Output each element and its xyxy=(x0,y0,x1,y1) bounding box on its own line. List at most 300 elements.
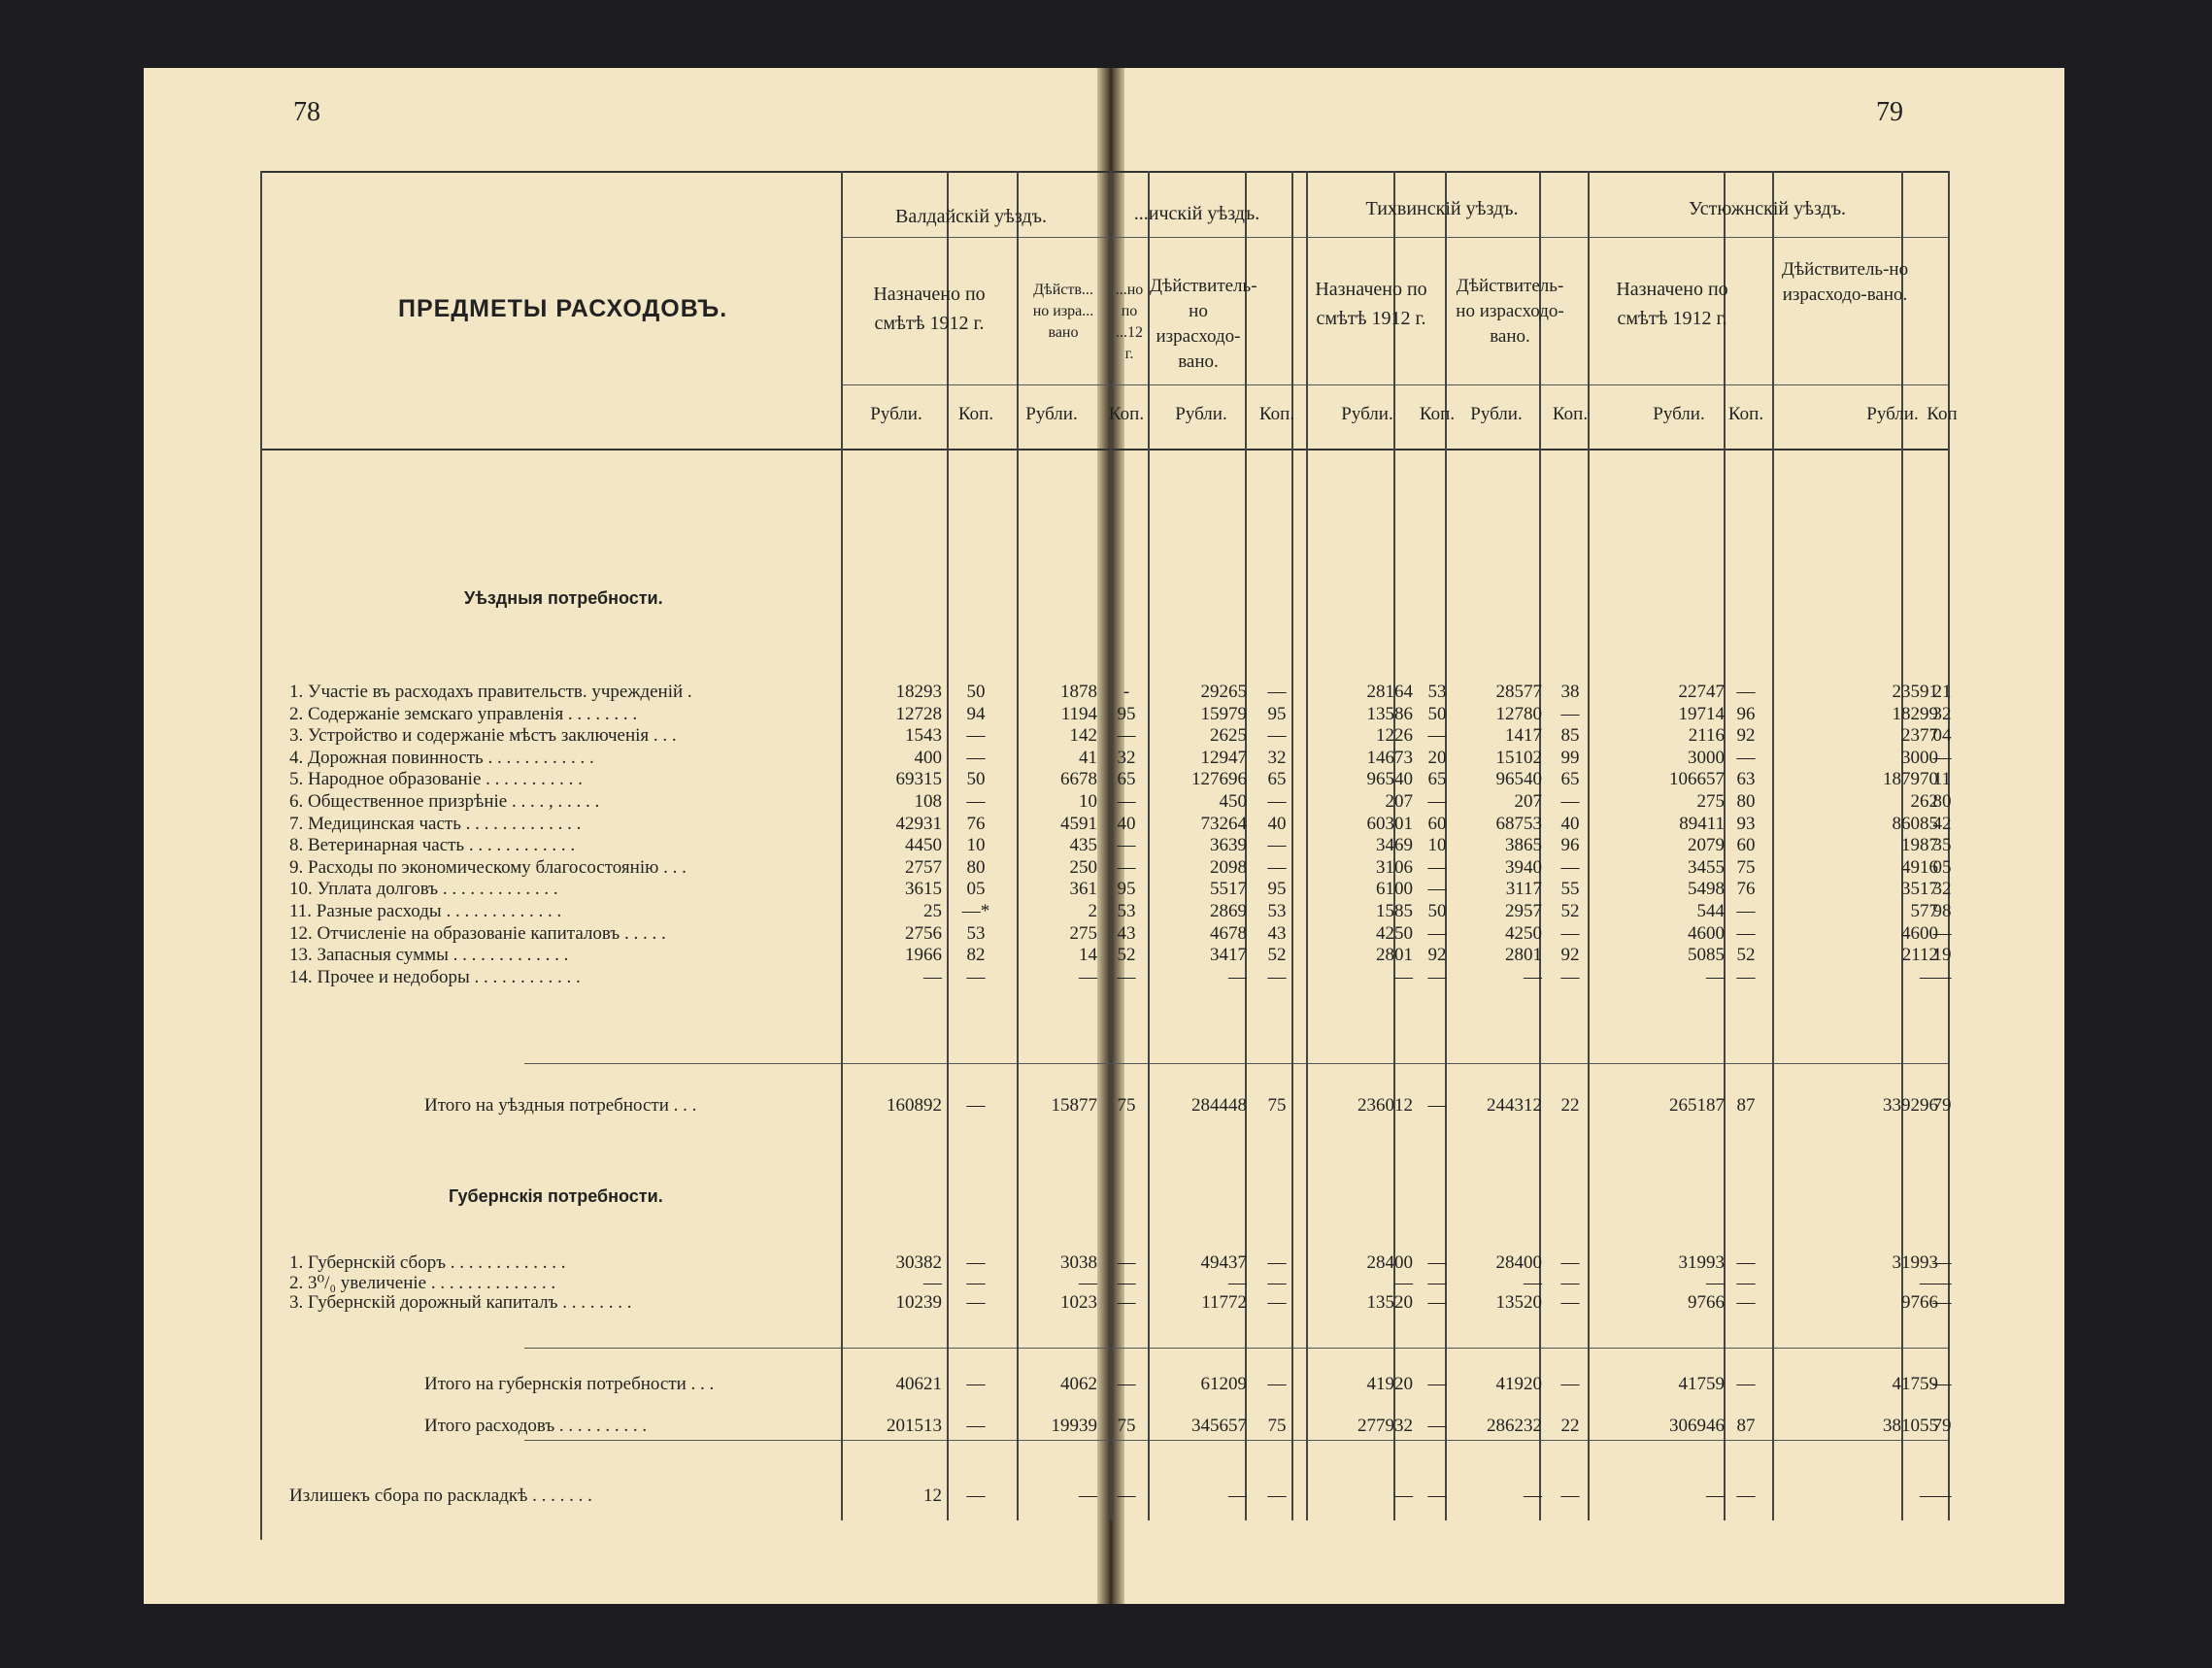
cell-kop: 40 xyxy=(1560,813,1580,834)
cell-kop: 95 xyxy=(1267,703,1287,724)
cell-kop: 40 xyxy=(1267,813,1287,834)
cell-kop: 95 xyxy=(1117,879,1136,900)
cell-rubli: 12947 xyxy=(1200,747,1247,768)
cell-kop: 04 xyxy=(1932,725,1952,747)
cell-kop: — xyxy=(1736,966,1756,987)
cell-kop: 10 xyxy=(966,835,986,856)
cell-kop: 43 xyxy=(1267,922,1287,944)
cell-kop: — xyxy=(1117,791,1136,812)
cell-rubli: 275 xyxy=(1696,791,1725,812)
row-label: 14. Прочее и недоборы . . . . . . . . . . . . xyxy=(289,966,581,987)
cell-rubli: 1966 xyxy=(905,945,942,966)
cell-rubli: — xyxy=(1920,1272,1938,1293)
cell-rubli: 4600 xyxy=(1688,922,1725,944)
row-label: 3. Губернскій дорожный капиталъ . . . . . . . . xyxy=(289,1292,632,1313)
cell-kop: 95 xyxy=(1117,703,1136,724)
rule-total-bottom xyxy=(524,1440,1948,1441)
rubli-header: Рубли. xyxy=(1866,404,1919,424)
cell-rubli: 339296 xyxy=(1883,1095,1938,1116)
cell-kop: — xyxy=(1427,1292,1447,1313)
kop-header: Коп. xyxy=(957,404,994,424)
cell-rubli: 4062 xyxy=(1060,1374,1097,1394)
cell-kop: — xyxy=(1427,922,1447,944)
cell-kop: — xyxy=(1267,856,1287,878)
cell-rubli: 3000 xyxy=(1901,747,1938,768)
cell-kop: — xyxy=(1560,703,1580,724)
cell-rubli: 10239 xyxy=(895,1292,942,1313)
cell-rubli: 201513 xyxy=(887,1416,942,1436)
cell-kop: 76 xyxy=(1736,879,1756,900)
cell-rubli: — xyxy=(1079,1272,1097,1293)
cell-rubli: — xyxy=(923,1272,942,1293)
cell-kop: — xyxy=(966,1272,986,1293)
cell-rubli: 1878 xyxy=(1060,682,1097,702)
cell-kop: 96 xyxy=(1560,835,1580,856)
row-label: 2. Содержаніе земскаго управленія . . . . . . . . xyxy=(289,703,638,724)
cell-kop: — xyxy=(966,725,986,747)
cell-rubli: 262 xyxy=(1910,791,1938,812)
cell-kop: 19 xyxy=(1932,945,1952,966)
row-label: 12. Отчисленіе на образованіе капиталовъ . . . . . xyxy=(289,922,666,944)
cell-kop: — xyxy=(966,966,986,987)
cell-kop: 82 xyxy=(966,945,986,966)
kop-header: Коп xyxy=(1927,404,1958,424)
rubli-header: Рубли. xyxy=(870,404,922,424)
cell-rubli: 2116 xyxy=(1688,725,1725,747)
cell-rubli: 42931 xyxy=(895,813,942,834)
cell-kop: 63 xyxy=(1736,769,1756,790)
cell-kop: 42 xyxy=(1932,813,1952,834)
col-header-deistv-2: Дѣйствитель-но израсходо-вано. xyxy=(1150,276,1257,372)
cell-kop: — xyxy=(1427,1272,1447,1293)
cell-rubli: 30382 xyxy=(895,1252,942,1273)
cell-rubli: 2079 xyxy=(1688,835,1725,856)
cell-kop: 93 xyxy=(1736,813,1756,834)
cell-rubli: — xyxy=(1228,966,1247,987)
cell-rubli: 3639 xyxy=(1210,835,1247,856)
cell-rubli: 435 xyxy=(1069,835,1097,856)
cell-kop: 05 xyxy=(1932,856,1952,878)
cell-rubli: 4591 xyxy=(1060,813,1097,834)
cell-kop: — xyxy=(1736,1292,1756,1313)
cell-rubli: 2 xyxy=(1088,901,1097,921)
cell-rubli: 277932 xyxy=(1357,1416,1413,1436)
cell-rubli: 69315 xyxy=(895,769,942,790)
cell-kop: — xyxy=(966,1292,986,1313)
cell-kop: — xyxy=(1427,966,1447,987)
cell-kop: — xyxy=(1736,1374,1756,1394)
cell-rubli: — xyxy=(1706,966,1725,987)
total-label: Излишекъ сбора по раскладкѣ . . . . . . . xyxy=(289,1485,592,1506)
cell-kop: — xyxy=(1267,1252,1287,1273)
cell-rubli: 4450 xyxy=(905,835,942,856)
cell-kop: - xyxy=(1123,682,1130,702)
cell-kop: — xyxy=(1736,1252,1756,1273)
cell-kop: 65 xyxy=(1427,769,1447,790)
cell-rubli: — xyxy=(1920,1485,1938,1506)
cell-kop: 75 xyxy=(1267,1416,1287,1436)
cell-rubli: 2801 xyxy=(1505,945,1542,966)
cell-rubli: 68753 xyxy=(1495,813,1542,834)
cell-kop: 21 xyxy=(1932,682,1952,702)
cell-rubli: 1543 xyxy=(905,725,942,747)
cell-rubli: 28577 xyxy=(1495,682,1542,702)
cell-rubli: 1987 xyxy=(1901,835,1938,856)
cell-kop: — xyxy=(1736,922,1756,944)
cell-rubli: 2869 xyxy=(1210,901,1247,921)
cell-kop: 32 xyxy=(1932,879,1952,900)
cell-kop: — xyxy=(1267,1292,1287,1313)
cell-kop: — xyxy=(1932,1272,1952,1293)
cell-kop: 32 xyxy=(1117,747,1136,768)
uezd-header-partial: ...ичскій уѣздъ. xyxy=(1133,203,1260,224)
cell-rubli: 381055 xyxy=(1883,1416,1938,1436)
cell-rubli: 4916 xyxy=(1901,856,1938,878)
cell-rubli: 2377 xyxy=(1901,725,1938,747)
row-label: 5. Народное образованіе . . . . . . . . . . . xyxy=(289,769,583,790)
cell-rubli: 345657 xyxy=(1191,1416,1247,1436)
cell-rubli: 3117 xyxy=(1505,879,1542,900)
cell-kop: 53 xyxy=(1427,682,1447,702)
cell-rubli: 89411 xyxy=(1679,813,1725,834)
cell-rubli: 400 xyxy=(914,747,942,768)
cell-rubli: 207 xyxy=(1385,791,1413,812)
cell-rubli: 2112 xyxy=(1901,945,1938,966)
cell-rubli: 86085 xyxy=(1892,813,1938,834)
cell-kop: — xyxy=(1427,856,1447,878)
cell-kop: — xyxy=(1932,1292,1952,1313)
cell-kop: 55 xyxy=(1560,879,1580,900)
cell-kop: — xyxy=(1117,1252,1136,1273)
page-title: ПРЕДМЕТЫ РАСХОДОВЪ. xyxy=(398,295,728,322)
cell-rubli: 28164 xyxy=(1366,682,1413,702)
cell-kop: — xyxy=(1736,1272,1756,1293)
cell-rubli: 49437 xyxy=(1200,1252,1247,1273)
cell-kop: — xyxy=(1427,1252,1447,1273)
cell-rubli: 14 xyxy=(1079,945,1097,966)
kop-header: Коп. xyxy=(1258,404,1295,424)
cell-rubli: 41920 xyxy=(1366,1374,1413,1394)
cell-rubli: — xyxy=(1394,966,1413,987)
cell-rubli: 3940 xyxy=(1505,856,1542,878)
cell-kop: — xyxy=(966,1485,986,1506)
cell-kop: — xyxy=(966,1252,986,1273)
cell-rubli: 3000 xyxy=(1688,747,1725,768)
cell-rubli: 61209 xyxy=(1200,1374,1247,1394)
cell-kop: — xyxy=(1117,1374,1136,1394)
cell-kop: 80 xyxy=(1736,791,1756,812)
cell-kop: —* xyxy=(961,901,990,921)
cell-kop: 65 xyxy=(1560,769,1580,790)
cell-rubli: 40621 xyxy=(895,1374,942,1394)
cell-rubli: 18293 xyxy=(895,682,942,702)
cell-rubli: 41759 xyxy=(1678,1374,1725,1394)
cell-kop: 87 xyxy=(1736,1416,1756,1436)
cell-kop: 65 xyxy=(1117,769,1136,790)
cell-rubli: — xyxy=(1706,1485,1725,1506)
cell-rubli: 284448 xyxy=(1191,1095,1247,1116)
rubli-header: Рубли. xyxy=(1470,404,1523,424)
cell-kop: 65 xyxy=(1267,769,1287,790)
cell-rubli: 265187 xyxy=(1669,1095,1725,1116)
rubli-header: Рубли. xyxy=(1175,404,1227,424)
col-header-naznacheno-4: Назначено по смѣтѣ 1912 г. xyxy=(1616,279,1728,329)
cell-rubli: 18299 xyxy=(1892,703,1938,724)
cell-rubli: 41 xyxy=(1079,747,1097,768)
cell-rubli: 187970 xyxy=(1883,769,1938,790)
cell-kop: 92 xyxy=(1427,945,1447,966)
cell-rubli: 15979 xyxy=(1200,703,1247,724)
cell-kop: — xyxy=(1932,1252,1952,1273)
header-bottom-rule xyxy=(260,449,1948,450)
cell-rubli: 25 xyxy=(923,901,942,921)
table-top-rule xyxy=(260,171,1948,173)
row-label: 4. Дорожная повинность . . . . . . . . . . . . xyxy=(289,747,594,768)
cell-kop: — xyxy=(1267,791,1287,812)
cell-rubli: 250 xyxy=(1069,856,1097,878)
cell-kop: — xyxy=(1267,682,1287,702)
cell-rubli: 28400 xyxy=(1495,1252,1542,1273)
cell-kop: — xyxy=(1932,1485,1952,1506)
cell-kop: — xyxy=(1117,1292,1136,1313)
cell-rubli: — xyxy=(1524,966,1542,987)
cell-kop: — xyxy=(1427,791,1447,812)
cell-kop: 52 xyxy=(1560,901,1580,921)
cell-kop: 50 xyxy=(966,682,986,702)
cell-kop: 75 xyxy=(1117,1416,1136,1436)
row-label: 10. Уплата долговъ . . . . . . . . . . . . . xyxy=(289,879,558,900)
cell-rubli: 142 xyxy=(1069,725,1097,747)
cell-rubli: 22747 xyxy=(1678,682,1725,702)
cell-rubli: 29265 xyxy=(1200,682,1247,702)
cell-kop: — xyxy=(1427,1374,1447,1394)
cell-rubli: 3517 xyxy=(1901,879,1938,900)
cell-kop: 98 xyxy=(1932,901,1952,921)
cell-kop: — xyxy=(1117,856,1136,878)
cell-kop: — xyxy=(1560,1292,1580,1313)
cell-rubli: 2757 xyxy=(905,856,942,878)
cell-rubli: — xyxy=(1920,966,1938,987)
cell-kop: 92 xyxy=(1560,945,1580,966)
cell-kop: — xyxy=(1932,1374,1952,1394)
cell-kop: 87 xyxy=(1736,1095,1756,1116)
cell-rubli: 1585 xyxy=(1376,901,1413,921)
cell-rubli: 28400 xyxy=(1366,1252,1413,1273)
cell-rubli: 19939 xyxy=(1051,1416,1097,1436)
kop-header: Коп. xyxy=(1552,404,1589,424)
section-gub: Губернскія потребности. xyxy=(449,1186,663,1206)
cell-kop: 50 xyxy=(1427,901,1447,921)
cell-rubli: — xyxy=(1394,1485,1413,1506)
cell-rubli: 2625 xyxy=(1210,725,1247,747)
cell-kop: — xyxy=(1117,1485,1136,1506)
kop-header: Коп. xyxy=(1108,404,1145,424)
cell-kop: — xyxy=(1267,966,1287,987)
cell-kop: 52 xyxy=(1736,945,1756,966)
cell-kop: 96 xyxy=(1736,703,1756,724)
cell-rubli: 60301 xyxy=(1366,813,1413,834)
cell-kop: — xyxy=(966,747,986,768)
cell-rubli: 5517 xyxy=(1210,879,1247,900)
row-label: 1. Участіе въ расходахъ правительств. учрежденій . xyxy=(289,682,692,702)
cell-kop: 35 xyxy=(1932,835,1952,856)
cell-kop: — xyxy=(966,1374,986,1394)
cell-kop: 11 xyxy=(1932,769,1952,790)
cell-kop: — xyxy=(1560,791,1580,812)
cell-kop: 43 xyxy=(1117,922,1136,944)
cell-rubli: 6678 xyxy=(1060,769,1097,790)
col-header-deistv-4: Дѣйствитель-но израсходо-вано. xyxy=(1781,259,1909,305)
cell-rubli: 3038 xyxy=(1060,1252,1097,1273)
cell-rubli: 13586 xyxy=(1366,703,1413,724)
col-header-naznacheno-3: Назначено по смѣтѣ 1912 г. xyxy=(1315,279,1427,329)
cell-rubli: 41759 xyxy=(1892,1374,1938,1394)
rule-before-itogo-gub xyxy=(524,1348,1948,1349)
cell-rubli: — xyxy=(1706,1272,1725,1293)
cell-rubli: 106657 xyxy=(1669,769,1725,790)
cell-kop: — xyxy=(1560,1374,1580,1394)
cell-kop: — xyxy=(966,1095,986,1116)
cell-kop: — xyxy=(966,791,986,812)
cell-kop: 22 xyxy=(1560,1416,1580,1436)
cell-rubli: 3106 xyxy=(1376,856,1413,878)
cell-rubli: 4600 xyxy=(1901,922,1938,944)
cell-rubli: 286232 xyxy=(1487,1416,1542,1436)
cell-kop: — xyxy=(1427,725,1447,747)
cell-kop: 38 xyxy=(1560,682,1580,702)
cell-kop: 53 xyxy=(1117,901,1136,921)
row-label: 9. Расходы по экономическому благосостоянію . . . xyxy=(289,856,687,878)
cell-kop: 32 xyxy=(1932,703,1952,724)
cell-kop: — xyxy=(1117,966,1136,987)
cell-kop: — xyxy=(1267,1485,1287,1506)
total-label: Итого на губернскія потребности . . . xyxy=(424,1374,715,1394)
cell-kop: 53 xyxy=(966,922,986,944)
cell-rubli: 96540 xyxy=(1366,769,1413,790)
cell-kop: — xyxy=(1427,1485,1447,1506)
cell-kop: — xyxy=(1932,747,1952,768)
cell-rubli: 1023 xyxy=(1060,1292,1097,1313)
cell-rubli: 15102 xyxy=(1495,747,1542,768)
cell-rubli: 12728 xyxy=(895,703,942,724)
cell-rubli: 3615 xyxy=(905,879,942,900)
cell-rubli: 11772 xyxy=(1201,1292,1247,1313)
cell-rubli: — xyxy=(1079,1485,1097,1506)
cell-kop: — xyxy=(1117,1272,1136,1293)
cell-kop: 99 xyxy=(1560,747,1580,768)
cell-rubli: 2098 xyxy=(1210,856,1247,878)
cell-kop: — xyxy=(1267,1374,1287,1394)
cell-rubli: 13520 xyxy=(1495,1292,1542,1313)
cell-rubli: 31993 xyxy=(1892,1252,1938,1273)
cell-kop: — xyxy=(1736,747,1756,768)
cell-rubli: 15877 xyxy=(1051,1095,1097,1116)
cell-rubli: 12 xyxy=(923,1485,942,1506)
cell-kop: — xyxy=(1560,1485,1580,1506)
cell-kop: 79 xyxy=(1932,1095,1952,1116)
cell-rubli: 4678 xyxy=(1210,922,1247,944)
cell-rubli: 361 xyxy=(1069,879,1097,900)
cell-rubli: — xyxy=(923,966,942,987)
cell-kop: — xyxy=(1117,835,1136,856)
cell-rubli: — xyxy=(1524,1485,1542,1506)
cell-kop: — xyxy=(1427,1416,1447,1436)
cell-rubli: — xyxy=(1079,966,1097,987)
cell-kop: 22 xyxy=(1560,1095,1580,1116)
total-label: Итого расходовъ . . . . . . . . . . xyxy=(424,1416,648,1436)
cell-kop: 10 xyxy=(1427,835,1447,856)
cell-kop: — xyxy=(1427,1095,1447,1116)
row-label: 13. Запасныя суммы . . . . . . . . . . . . . xyxy=(289,945,569,966)
cell-rubli: 236012 xyxy=(1357,1095,1413,1116)
row-label: 2. 3⁰/₀ увеличеніе . . . . . . . . . . . . . . xyxy=(289,1272,556,1293)
cell-kop: 32 xyxy=(1267,747,1287,768)
cell-rubli: 4250 xyxy=(1376,922,1413,944)
cell-rubli: 108 xyxy=(914,791,942,812)
cell-kop: — xyxy=(1932,922,1952,944)
cell-kop: — xyxy=(1560,1252,1580,1273)
cell-rubli: 19714 xyxy=(1678,703,1725,724)
cell-kop: 52 xyxy=(1117,945,1136,966)
cell-kop: — xyxy=(1560,856,1580,878)
cell-rubli: 2756 xyxy=(905,922,942,944)
cell-rubli: 577 xyxy=(1910,901,1938,921)
cell-kop: 85 xyxy=(1560,725,1580,747)
column-rule xyxy=(260,171,262,1540)
page-number-left: 78 xyxy=(293,97,320,127)
cell-kop: 20 xyxy=(1427,747,1447,768)
total-label: Итого на уѣздныя потребности . . . xyxy=(424,1095,697,1116)
rubli-header: Рубли. xyxy=(1341,404,1393,424)
uezd-header-ustyuzhna: Устюжнскій уѣздъ. xyxy=(1688,198,1847,219)
cell-kop: 76 xyxy=(966,813,986,834)
cell-kop: 05 xyxy=(966,879,986,900)
column-rule xyxy=(947,171,949,1520)
cell-kop: 92 xyxy=(1736,725,1756,747)
cell-kop: 95 xyxy=(1267,879,1287,900)
column-rule xyxy=(1772,171,1774,1520)
cell-rubli: — xyxy=(1524,1272,1542,1293)
kop-header: Коп. xyxy=(1727,404,1764,424)
cell-kop: 75 xyxy=(1267,1095,1287,1116)
cell-kop: — xyxy=(1427,879,1447,900)
cell-kop: 75 xyxy=(1736,856,1756,878)
cell-kop: — xyxy=(1560,922,1580,944)
cell-rubli: 127696 xyxy=(1191,769,1247,790)
rubli-header: Рубли. xyxy=(1653,404,1705,424)
col-header-deistv-1: Дѣйств... но изра... вано xyxy=(1032,282,1094,341)
cell-kop: 40 xyxy=(1117,813,1136,834)
section-uezd: Уѣздныя потребности. xyxy=(464,588,663,608)
cell-rubli: 3417 xyxy=(1210,945,1247,966)
col-header-deistv-3: Дѣйствитель-но израсходо-вано. xyxy=(1456,276,1564,347)
cell-rubli: 9766 xyxy=(1901,1292,1938,1313)
cell-rubli: 450 xyxy=(1219,791,1247,812)
cell-kop: — xyxy=(1560,966,1580,987)
cell-rubli: 3469 xyxy=(1376,835,1413,856)
cell-rubli: 160892 xyxy=(887,1095,942,1116)
cell-rubli: 3455 xyxy=(1688,856,1725,878)
row-label: 6. Общественное призрѣніе . . . . , . . . . . xyxy=(289,791,600,812)
col-header-naznacheno-1: Назначено по смѣтѣ 1912 г. xyxy=(873,284,986,334)
cell-rubli: 13520 xyxy=(1366,1292,1413,1313)
cell-rubli: 2957 xyxy=(1505,901,1542,921)
cell-kop: — xyxy=(1932,966,1952,987)
cell-rubli: 23591 xyxy=(1892,682,1938,702)
cell-kop: 60 xyxy=(1736,835,1756,856)
cell-kop: 75 xyxy=(1117,1095,1136,1116)
cell-rubli: 306946 xyxy=(1669,1416,1725,1436)
